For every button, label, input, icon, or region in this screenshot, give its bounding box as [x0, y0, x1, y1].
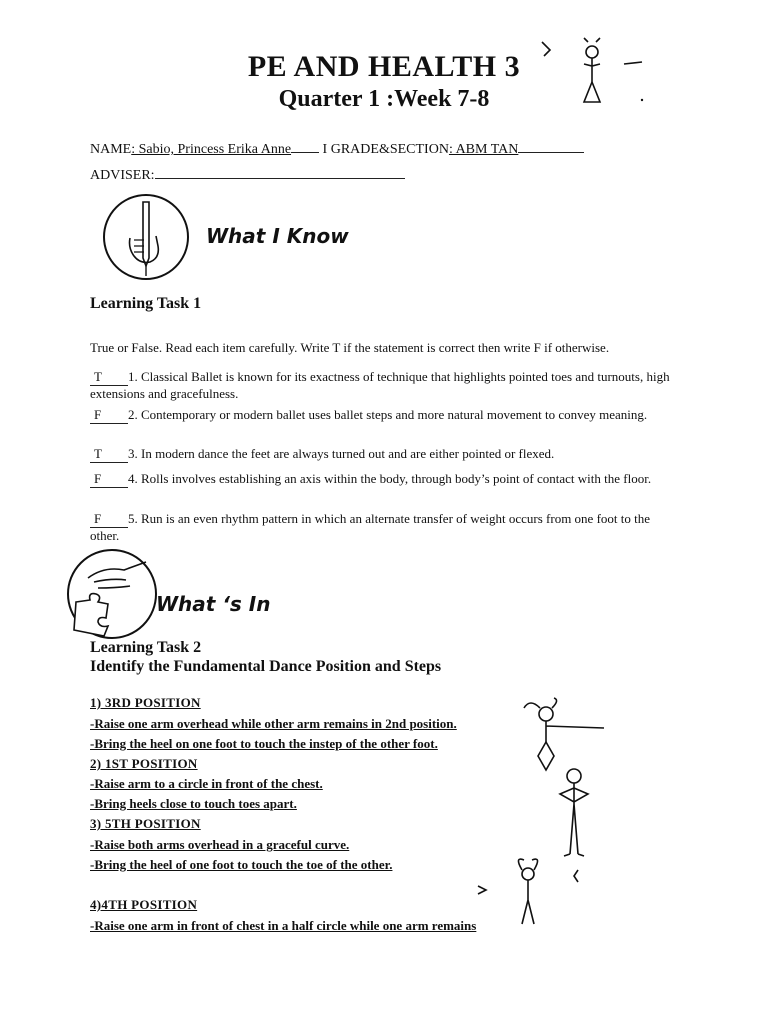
whats-in-heading: What ‘s In — [156, 592, 271, 616]
position-heading: 3) 5TH POSITION — [90, 816, 201, 831]
puzzle-hand-icon — [64, 548, 160, 640]
page-subtitle: Quarter 1 :Week 7-8 — [278, 86, 490, 112]
answer-blank: F — [90, 471, 128, 488]
name-value: : Sabio, Princess Erika Anne — [131, 142, 292, 157]
item-text: 2. Contemporary or modern ballet uses ballet steps and more natural movement to convey meaning. — [128, 407, 648, 422]
answer-blank: T — [90, 446, 128, 463]
position-instruction: -Bring the heel on one foot to touch the instep of the other foot. — [90, 736, 438, 751]
position-heading: 2) 1ST POSITION — [90, 756, 198, 771]
adviser-underline — [155, 166, 405, 179]
pencil-hand-icon — [100, 194, 192, 280]
position-instruction: -Raise arm to a circle in front of the chest. — [90, 776, 323, 791]
item-text: 5. Run is an even rhythm pattern in which an alternate transfer of weight occurs from one foot to the other. — [90, 511, 651, 543]
position-instruction: -Raise one arm overhead while other arm remains in 2nd position. — [90, 716, 457, 731]
name-underline — [291, 140, 319, 153]
student-info-row — [90, 140, 584, 158]
learning-task-1-title: Learning Task 1 — [90, 295, 202, 312]
list-item — [90, 446, 680, 463]
list-item — [90, 511, 680, 544]
answer-blank: F — [90, 511, 128, 528]
answer-blank: T — [90, 369, 128, 386]
list-item — [90, 471, 680, 488]
separator: I — [322, 142, 328, 157]
learning-task-2-title: Learning Task 2 — [90, 639, 202, 656]
position-instruction: -Bring heels close to touch toes apart. — [90, 796, 297, 811]
dancer-figure-icon — [538, 36, 648, 108]
adviser-row — [90, 166, 405, 184]
list-item — [90, 407, 680, 424]
adviser-label: ADVISER: — [90, 168, 155, 183]
position-heading: 4)4TH POSITION — [90, 897, 198, 912]
grade-label: GRADE&SECTION — [330, 142, 449, 157]
name-label: NAME — [90, 142, 132, 157]
list-item — [90, 369, 680, 402]
grade-value: : ABM TAN — [448, 142, 519, 157]
grade-underline — [518, 140, 584, 153]
dancer-figure-icon — [474, 854, 584, 926]
page-title: PE AND HEALTH 3 — [247, 50, 521, 83]
position-instruction: -Bring the heel of one foot to touch the toe of the other. — [90, 857, 393, 872]
task-2-subtitle: Identify the Fundamental Dance Position and Steps — [90, 658, 442, 675]
answer-blank: F — [90, 407, 128, 424]
item-text: 4. Rolls involves establishing an axis within the body, through body’s point of contact with the floor. — [128, 471, 652, 486]
what-i-know-heading: What I Know — [206, 224, 349, 248]
dancer-figure-icon — [548, 764, 598, 860]
task-1-instruction: True or False. Read each item carefully. Write T if the statement is correct then write F if otherwise. — [90, 340, 610, 355]
position-instruction: -Raise both arms overhead in a graceful curve. — [90, 837, 350, 852]
item-text: 3. In modern dance the feet are always turned out and are either pointed or flexed. — [128, 446, 555, 461]
position-heading: 1) 3RD POSITION — [90, 695, 201, 710]
item-text: 1. Classical Ballet is known for its exactness of technique that highlights pointed toes and turnouts, high extensions and gracefulness. — [90, 369, 670, 401]
position-instruction: -Raise one arm in front of chest in a half circle while one arm remains — [90, 918, 477, 933]
